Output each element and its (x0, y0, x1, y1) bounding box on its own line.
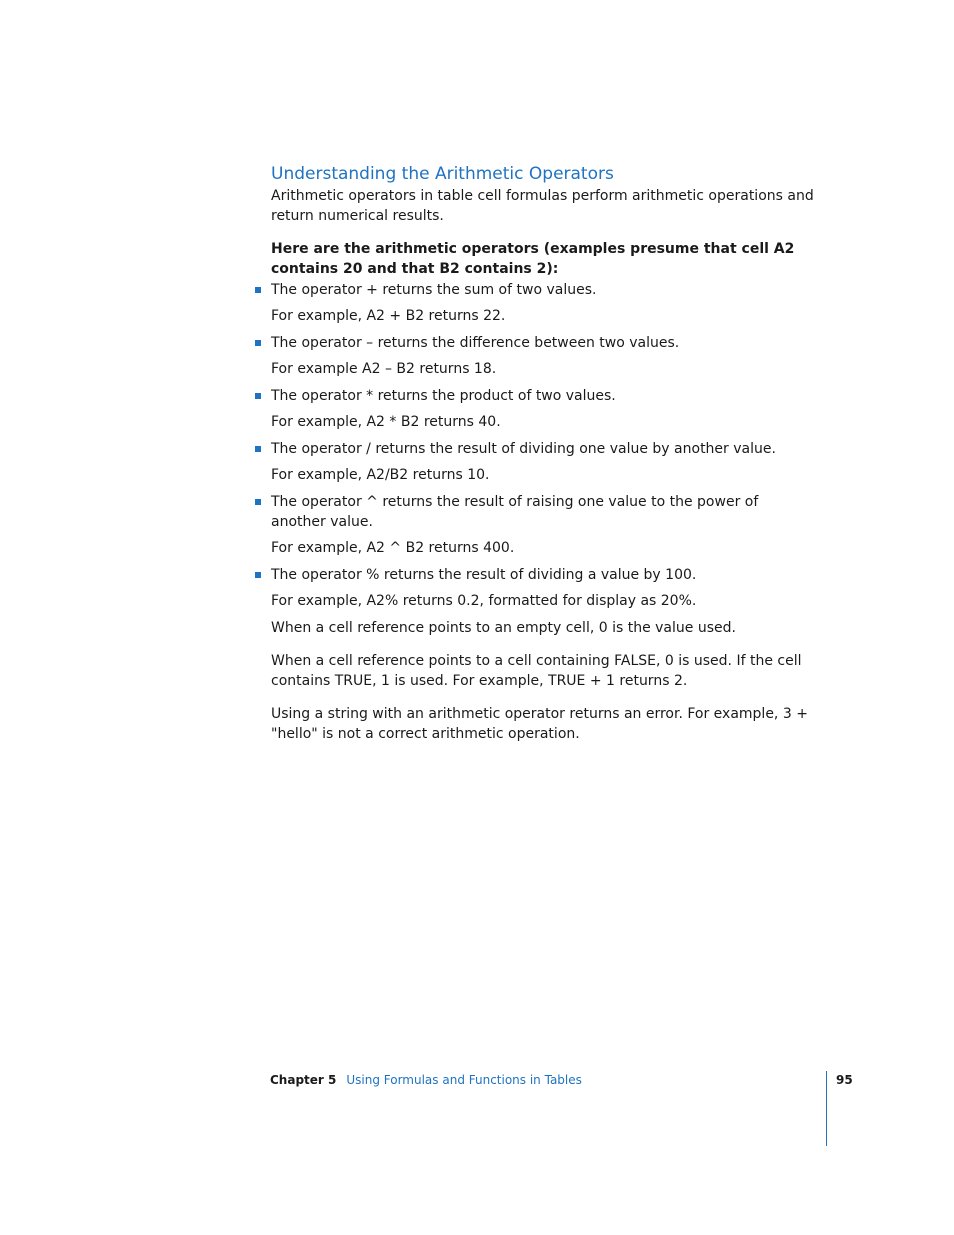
page-number: 95 (836, 1073, 853, 1087)
list-item (271, 386, 816, 432)
square-bullet-icon (255, 572, 261, 578)
chapter-title: Using Formulas and Functions in Tables (346, 1073, 582, 1087)
page-content (271, 162, 816, 744)
note-string-error: Using a string with an arithmetic operator returns an error. For example, 3 + "hello" is not a correct arithmetic operation. (271, 706, 808, 742)
operator-example: For example, A2/B2 returns 10. (271, 467, 490, 483)
square-bullet-icon (255, 446, 261, 452)
operator-description: The operator * returns the product of two values. (271, 388, 616, 404)
square-bullet-icon (255, 287, 261, 293)
list-item (271, 492, 816, 558)
list-item (271, 280, 816, 326)
operator-description: The operator % returns the result of dividing a value by 100. (271, 567, 697, 583)
operator-example: For example A2 – B2 returns 18. (271, 361, 497, 377)
operator-example: For example, A2% returns 0.2, formatted for display as 20%. (271, 593, 697, 609)
page-footer (270, 1070, 582, 1090)
operator-example: For example, A2 * B2 returns 40. (271, 414, 501, 430)
operator-example: For example, A2 ^ B2 returns 400. (271, 540, 515, 556)
list-item (271, 565, 816, 611)
list-item (271, 333, 816, 379)
list-intro: Here are the arithmetic operators (examples presume that cell A2 contains 20 and that B2 contains 2): (271, 241, 795, 277)
operator-list (271, 280, 816, 611)
square-bullet-icon (255, 393, 261, 399)
section-intro: Arithmetic operators in table cell formulas perform arithmetic operations and return numerical results. (271, 188, 814, 224)
operator-description: The operator ^ returns the result of raising one value to the power of another value. (271, 494, 759, 530)
note-boolean-cell: When a cell reference points to a cell containing FALSE, 0 is used. If the cell contains TRUE, 1 is used. For example, TRUE + 1 returns 2. (271, 653, 802, 689)
section-title: Understanding the Arithmetic Operators (271, 164, 614, 184)
footer-divider (826, 1071, 827, 1146)
square-bullet-icon (255, 499, 261, 505)
operator-description: The operator + returns the sum of two values. (271, 282, 597, 298)
list-item (271, 439, 816, 485)
operator-description: The operator – returns the difference between two values. (271, 335, 680, 351)
operator-description: The operator / returns the result of dividing one value by another value. (271, 441, 776, 457)
chapter-label: Chapter 5 (270, 1073, 337, 1087)
square-bullet-icon (255, 340, 261, 346)
operator-example: For example, A2 + B2 returns 22. (271, 308, 506, 324)
note-empty-cell: When a cell reference points to an empty cell, 0 is the value used. (271, 620, 736, 636)
